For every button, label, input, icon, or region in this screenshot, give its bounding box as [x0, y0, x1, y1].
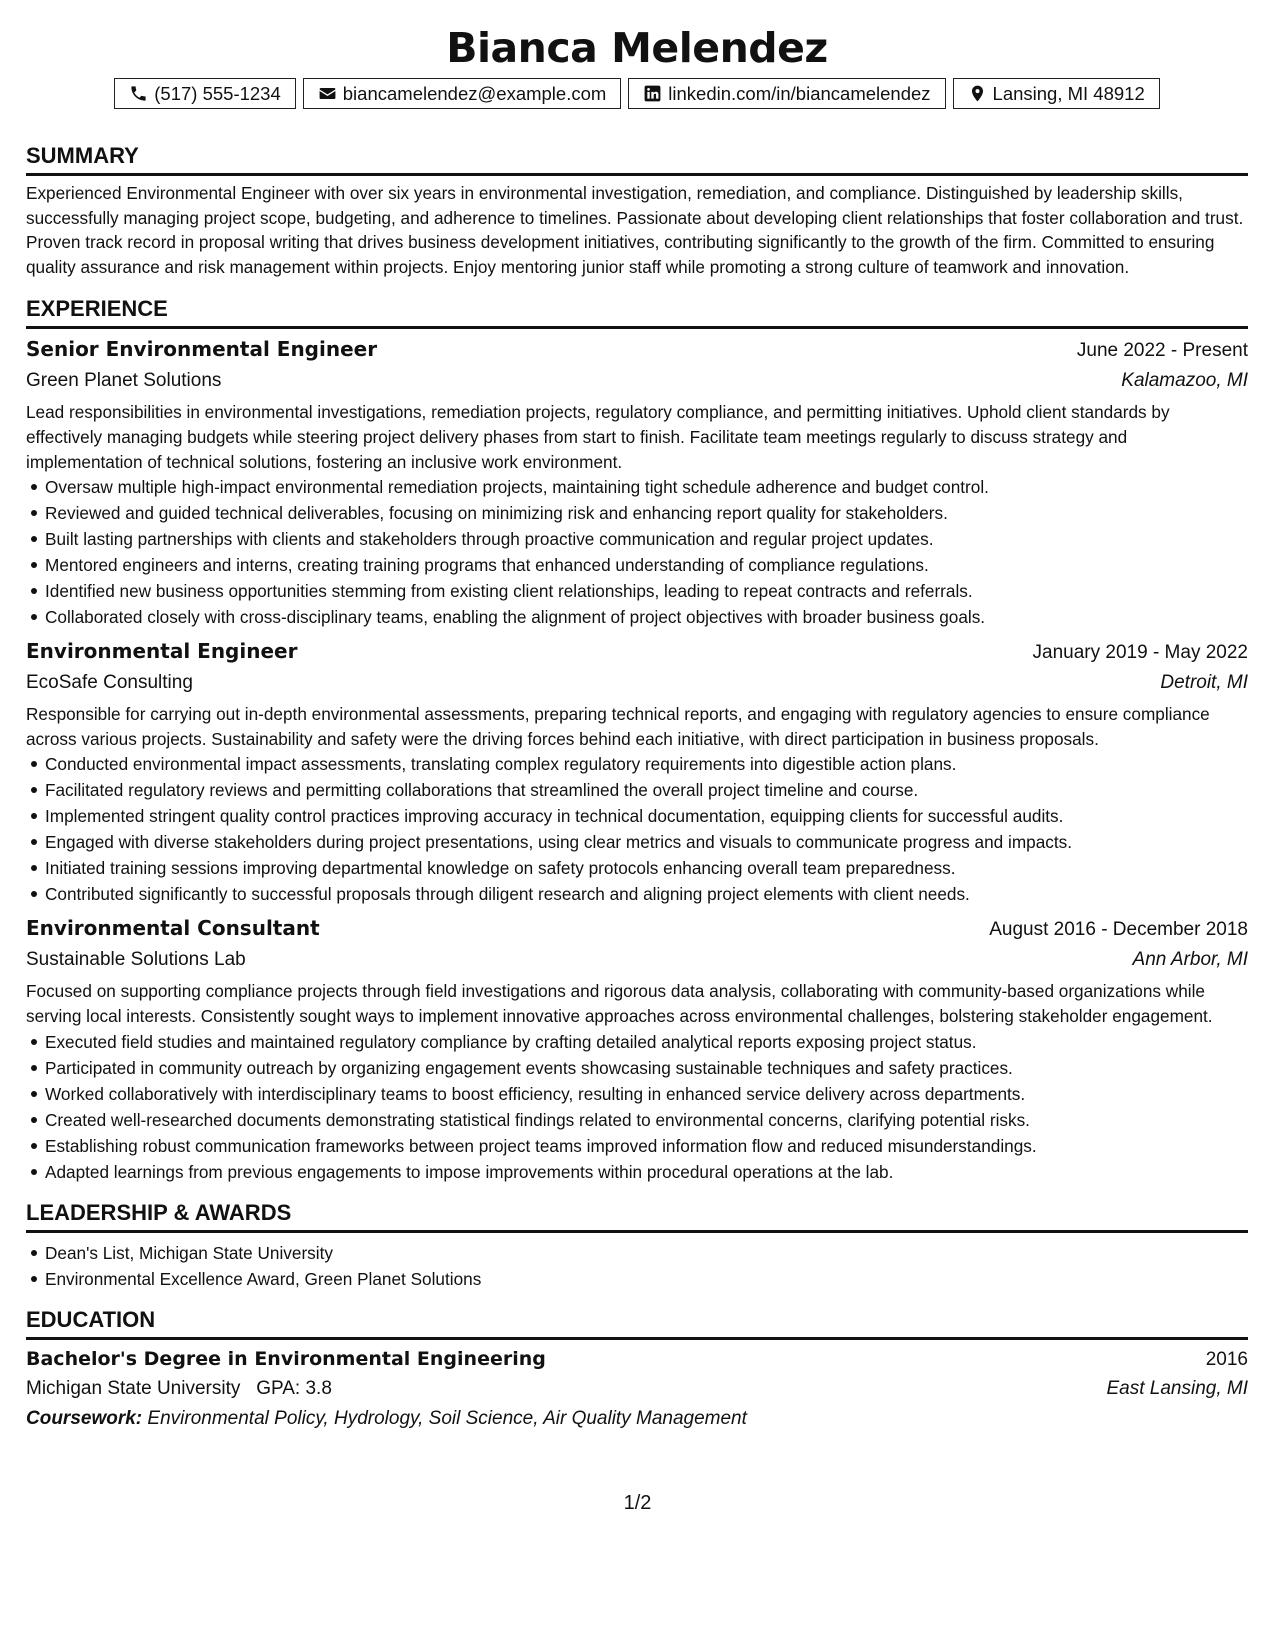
job-bullets	[26, 474, 1248, 630]
email-text: biancamelendez@example.com	[342, 82, 607, 104]
phone-text: (517) 555-1234	[154, 82, 281, 104]
contact-phone[interactable]	[114, 78, 296, 109]
contact-linkedin[interactable]	[628, 78, 945, 109]
list-item: Conducted environmental impact assessments, translating complex regulatory requirements into digestible action plans.	[26, 751, 1248, 777]
job-entry	[26, 913, 1248, 1184]
resume-page	[26, 20, 1248, 1434]
location-text: Lansing, MI 48912	[992, 82, 1145, 104]
job-company: EcoSafe Consulting	[26, 672, 193, 694]
list-item: Identified new business opportunities stemming from existing client relationships, leading to repeat contracts and referrals.	[26, 578, 1248, 604]
experience-section	[26, 295, 1248, 1184]
job-bullets	[26, 1029, 1248, 1185]
section-title: EDUCATION	[26, 1306, 156, 1332]
list-item: Executed field studies and maintained regulatory compliance by crafting detailed analytical reports exposing project status.	[26, 1029, 1248, 1055]
education-section	[26, 1306, 1248, 1434]
job-dates: January 2019 - May 2022	[1032, 642, 1248, 664]
job-title: Environmental Engineer	[26, 639, 298, 664]
job-location: Ann Arbor, MI	[1132, 949, 1248, 971]
section-divider	[26, 1337, 1248, 1340]
list-item: Mentored engineers and interns, creating training programs that enhanced understanding of compliance regulations.	[26, 552, 1248, 578]
candidate-name: Bianca Melendez	[446, 24, 828, 72]
job-company: Green Planet Solutions	[26, 370, 222, 392]
map-pin-icon	[968, 84, 987, 103]
section-title: SUMMARY	[26, 143, 139, 168]
job-title: Environmental Consultant	[26, 916, 320, 941]
school-name: Michigan State University	[26, 1377, 241, 1399]
list-item: Engaged with diverse stakeholders during project presentations, using clear metrics and visuals to communicate progress and impacts.	[26, 829, 1248, 855]
list-item: Collaborated closely with cross-disciplinary teams, enabling the alignment of project objectives with broader business goals.	[26, 604, 1248, 630]
job-location: Detroit, MI	[1160, 672, 1248, 694]
list-item: Initiated training sessions improving departmental knowledge on safety protocols enhancing overall team preparedness.	[26, 855, 1248, 881]
awards-list	[26, 1240, 1248, 1292]
list-item: Establishing robust communication frameworks between project teams improved information flow and reduced misunderstandings.	[26, 1133, 1248, 1159]
awards-section	[26, 1199, 1248, 1292]
phone-icon	[129, 84, 148, 103]
summary-section	[26, 142, 1248, 279]
summary-text: Experienced Environmental Engineer with over six years in environmental investigation, remediation, and compliance. Distinguished by leadership skills, successfully managing project scope, budgeting, and adherence to timelines. Passionate about developing client relationships that foster collaboration and trust. Proven track record in proposal writing that drives business development initiatives, contributing significantly to the growth of the firm. Committed to ensuring quality assurance and risk management within projects. Enjoy mentoring junior staff while promoting a strong culture of teamwork and innovation.	[26, 183, 1244, 277]
graduation-year: 2016	[1205, 1348, 1248, 1370]
list-item: Contributed significantly to successful proposals through diligent research and aligning project elements with client needs.	[26, 881, 1248, 907]
job-description: Focused on supporting compliance projects through field investigations and rigorous data analysis, collaborating with community-based organizations while serving local interests. Consistently sought ways to implement innovative approaches across environmental challenges, bolstering stakeholder engagement.	[26, 981, 1213, 1026]
job-bullets	[26, 751, 1248, 907]
job-entry	[26, 636, 1248, 907]
page-number: 1/2	[623, 1492, 652, 1514]
list-item: Worked collaboratively with interdisciplinary teams to boost efficiency, resulting in enhanced service delivery across departments.	[26, 1081, 1248, 1107]
school-info	[26, 1374, 332, 1404]
degree-title: Bachelor's Degree in Environmental Engineering	[26, 1347, 546, 1370]
section-divider	[26, 173, 1248, 176]
job-company: Sustainable Solutions Lab	[26, 949, 246, 971]
linkedin-icon	[643, 84, 662, 103]
list-item: Adapted learnings from previous engagements to impose improvements within procedural operations at the lab.	[26, 1159, 1248, 1185]
envelope-icon	[318, 84, 337, 103]
section-title: EXPERIENCE	[26, 296, 168, 322]
gpa: GPA: 3.8	[256, 1377, 332, 1399]
contact-location[interactable]	[953, 78, 1160, 109]
job-description: Responsible for carrying out in-depth environmental assessments, preparing technical reports, and engaging with regulatory agencies to ensure compliance across various projects. Sustainability and safety were the driving forces behind each initiative, with direct participation in business proposals.	[26, 704, 1210, 749]
section-divider	[26, 326, 1248, 329]
list-item: Environmental Excellence Award, Green Planet Solutions	[26, 1266, 1248, 1292]
section-divider	[26, 1230, 1248, 1233]
contact-bar	[26, 78, 1248, 109]
school-location: East Lansing, MI	[1106, 1377, 1248, 1399]
coursework	[26, 1404, 1248, 1434]
list-item: Implemented stringent quality control practices improving accuracy in technical documentation, equipping clients for successful audits.	[26, 803, 1248, 829]
job-entry	[26, 334, 1248, 630]
list-item: Created well-researched documents demonstrating statistical findings related to environmental concerns, clarifying potential risks.	[26, 1107, 1248, 1133]
list-item: Facilitated regulatory reviews and permitting collaborations that streamlined the overall project timeline and course.	[26, 777, 1248, 803]
job-dates: August 2016 - December 2018	[989, 919, 1248, 941]
job-dates: June 2022 - Present	[1076, 340, 1248, 362]
list-item: Dean's List, Michigan State University	[26, 1240, 1248, 1266]
job-title: Senior Environmental Engineer	[26, 337, 378, 362]
coursework-label: Coursework:	[26, 1407, 143, 1429]
job-location: Kalamazoo, MI	[1121, 370, 1248, 392]
list-item: Built lasting partnerships with clients and stakeholders through proactive communication and regular project updates.	[26, 526, 1248, 552]
linkedin-text: linkedin.com/in/biancamelendez	[668, 82, 931, 104]
list-item: Reviewed and guided technical deliverables, focusing on minimizing risk and enhancing report quality for stakeholders.	[26, 500, 1248, 526]
coursework-list: Environmental Policy, Hydrology, Soil Science, Air Quality Management	[147, 1407, 747, 1429]
list-item: Participated in community outreach by organizing engagement events showcasing sustainable techniques and safety practices.	[26, 1055, 1248, 1081]
section-title: LEADERSHIP & AWARDS	[26, 1199, 292, 1225]
contact-email[interactable]	[303, 78, 622, 109]
list-item: Oversaw multiple high-impact environmental remediation projects, maintaining tight schedule adherence and budget control.	[26, 474, 1248, 500]
job-description: Lead responsibilities in environmental investigations, remediation projects, regulatory compliance, and permitting initiatives. Uphold client standards by effectively managing budgets while steering project delivery phases from start to finish. Facilitate team meetings regularly to discuss strategy and implementation of technical solutions, fostering an inclusive work environment.	[26, 402, 1170, 472]
